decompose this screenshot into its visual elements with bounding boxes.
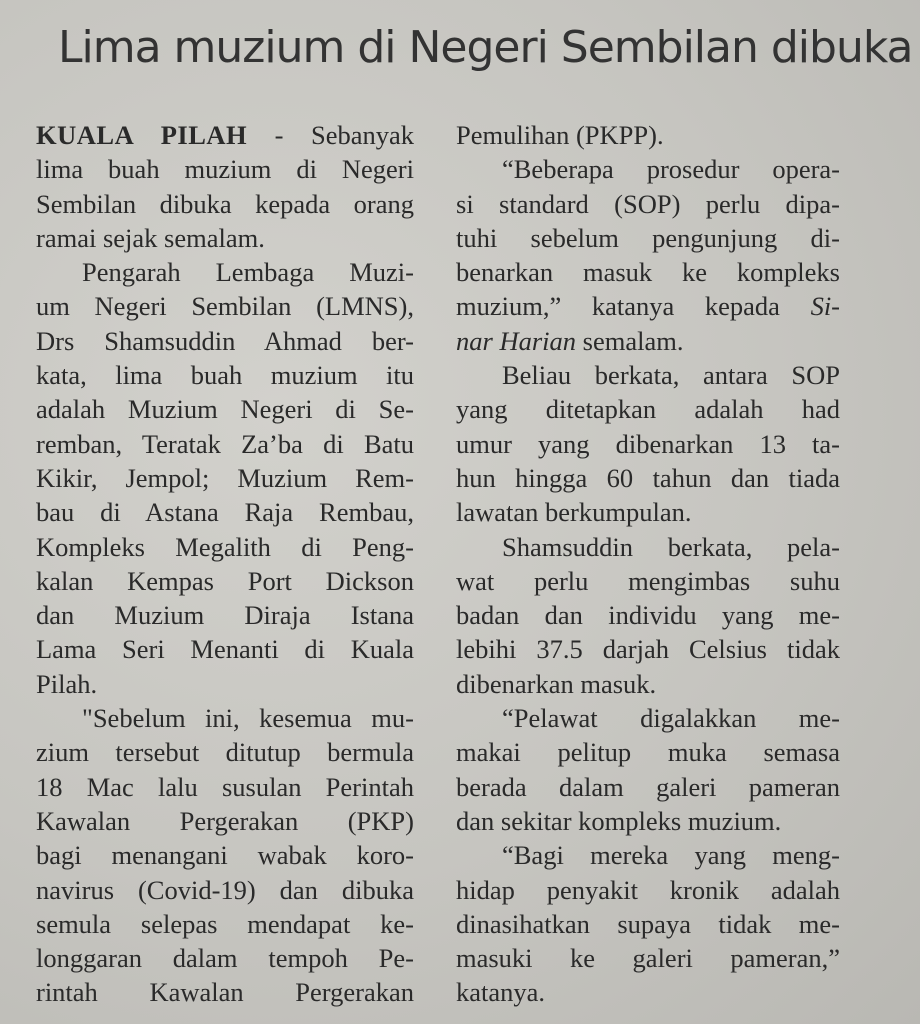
text-run: dan Muzium Diraja Istana bbox=[36, 600, 414, 631]
text-line bbox=[456, 804, 840, 838]
text-line bbox=[36, 598, 414, 632]
text-run: dan sekitar kompleks muzium. bbox=[456, 805, 782, 836]
text-line bbox=[36, 632, 414, 666]
text-run: Kompleks Megalith di Peng- bbox=[36, 531, 414, 562]
text-run: makai pelitup muka semasa bbox=[456, 737, 840, 768]
text-line bbox=[36, 564, 414, 598]
text-line bbox=[36, 289, 414, 323]
text-run: "Sebelum ini, kesemua mu- bbox=[82, 703, 414, 734]
text-run: bau di Astana Raja Rembau, bbox=[36, 497, 414, 528]
text-line bbox=[456, 735, 840, 769]
text-run: lima buah muzium di Negeri bbox=[36, 154, 414, 185]
text-line bbox=[456, 118, 840, 152]
text-line bbox=[456, 221, 840, 255]
text-line bbox=[36, 907, 414, 941]
text-line bbox=[456, 461, 840, 495]
text-line bbox=[456, 598, 840, 632]
text-line bbox=[36, 495, 414, 529]
text-run: zium tersebut ditutup bermula bbox=[36, 737, 414, 768]
text-line bbox=[36, 838, 414, 872]
text-run: Kawalan Pergerakan (PKP) bbox=[36, 805, 414, 836]
text-line bbox=[456, 392, 840, 426]
text-line bbox=[36, 392, 414, 426]
text-run: tuhi sebelum pengunjung di- bbox=[456, 222, 840, 253]
text-run: adalah Muzium Negeri di Se- bbox=[36, 394, 414, 425]
text-run: berada dalam galeri pameran bbox=[456, 771, 840, 802]
text-run: muzium,” katanya kepada bbox=[456, 291, 811, 322]
text-run: navirus (Covid-19) dan dibuka bbox=[36, 874, 414, 905]
text-line bbox=[456, 255, 840, 289]
text-line bbox=[456, 770, 840, 804]
text-line bbox=[36, 701, 414, 735]
text-run: 18 Mac lalu susulan Perintah bbox=[36, 771, 414, 802]
text-line bbox=[456, 324, 840, 358]
text-line bbox=[456, 975, 840, 1009]
text-line bbox=[456, 667, 840, 701]
text-run: semula selepas mendapat ke- bbox=[36, 908, 414, 939]
text-run: “Beberapa prosedur opera- bbox=[502, 154, 840, 185]
text-run: lawatan berkumpulan. bbox=[456, 497, 692, 528]
text-run: remban, Teratak Za’ba di Batu bbox=[36, 428, 414, 459]
text-run: semalam. bbox=[576, 325, 684, 356]
text-run: Pilah. bbox=[36, 668, 98, 699]
text-run: kata, lima buah muzium itu bbox=[36, 360, 414, 391]
text-line bbox=[456, 701, 840, 735]
text-line bbox=[36, 770, 414, 804]
text-line bbox=[456, 152, 840, 186]
text-run: - Sebanyak bbox=[247, 120, 414, 150]
text-run: si standard (SOP) perlu dipa- bbox=[456, 188, 840, 219]
text-line bbox=[36, 255, 414, 289]
text-run: Shamsuddin berkata, pela- bbox=[502, 531, 840, 562]
text-line bbox=[456, 427, 840, 461]
text-line bbox=[456, 907, 840, 941]
text-run: Pemulihan (PKPP). bbox=[456, 120, 664, 150]
text-line bbox=[456, 632, 840, 666]
text-run: hun hingga 60 tahun dan tiada bbox=[456, 462, 840, 493]
text-run: kalan Kempas Port Dickson bbox=[36, 565, 414, 596]
text-line bbox=[36, 358, 414, 392]
text-run: umur yang dibenarkan 13 ta- bbox=[456, 428, 840, 459]
text-run: “Pelawat digalakkan me- bbox=[502, 703, 840, 734]
text-line bbox=[36, 118, 414, 152]
text-run: um Negeri Sembilan (LMNS), bbox=[36, 291, 414, 322]
text-run: dinasihatkan supaya tidak me- bbox=[456, 908, 840, 939]
text-line bbox=[456, 530, 840, 564]
text-run: Drs Shamsuddin Ahmad ber- bbox=[36, 325, 414, 356]
text-run: katanya. bbox=[456, 977, 546, 1008]
text-line bbox=[36, 667, 414, 701]
text-line bbox=[36, 152, 414, 186]
text-line bbox=[456, 358, 840, 392]
dateline: KUALA PILAH bbox=[36, 120, 248, 150]
text-run: Lama Seri Menanti di Kuala bbox=[36, 634, 414, 665]
text-line bbox=[36, 324, 414, 358]
text-line bbox=[456, 289, 840, 323]
text-line bbox=[36, 975, 414, 1009]
text-run: yang ditetapkan adalah had bbox=[456, 394, 840, 425]
text-run: “Bagi mereka yang meng- bbox=[502, 840, 840, 871]
text-run: bagi menangani wabak koro- bbox=[36, 840, 414, 871]
text-run: wat perlu mengimbas suhu bbox=[456, 565, 840, 596]
text-run: badan dan individu yang me- bbox=[456, 600, 840, 631]
text-line bbox=[456, 187, 840, 221]
text-line bbox=[456, 873, 840, 907]
text-run: masuki ke galeri pameran,” bbox=[456, 943, 840, 974]
text-line bbox=[36, 735, 414, 769]
text-run: longgaran dalam tempoh Pe- bbox=[36, 943, 414, 974]
text-run: hidap penyakit kronik adalah bbox=[456, 874, 840, 905]
text-run: Pengarah Lembaga Muzi- bbox=[82, 257, 414, 288]
text-line bbox=[36, 221, 414, 255]
text-line bbox=[456, 564, 840, 598]
text-line bbox=[36, 530, 414, 564]
text-run: benarkan masuk ke kompleks bbox=[456, 257, 840, 288]
text-line bbox=[456, 495, 840, 529]
text-line bbox=[36, 187, 414, 221]
text-run: ramai sejak semalam. bbox=[36, 222, 265, 253]
text-line bbox=[456, 941, 840, 975]
text-run: lebihi 37.5 darjah Celsius tidak bbox=[456, 634, 840, 665]
text-run: Sembilan dibuka kepada orang bbox=[36, 188, 414, 219]
article-headline: Lima muzium di Negeri Sembilan dibuka bbox=[58, 22, 913, 73]
text-line bbox=[36, 804, 414, 838]
text-line bbox=[36, 873, 414, 907]
italic-text: Si- bbox=[810, 291, 840, 322]
text-run: dibenarkan masuk. bbox=[456, 668, 657, 699]
text-line bbox=[36, 427, 414, 461]
text-line bbox=[36, 941, 414, 975]
article-column-right bbox=[456, 118, 840, 1010]
text-run: Beliau berkata, antara SOP bbox=[502, 360, 840, 391]
text-run: rintah Kawalan Pergerakan bbox=[36, 977, 414, 1008]
text-line bbox=[456, 838, 840, 872]
text-run: Kikir, Jempol; Muzium Rem- bbox=[36, 462, 414, 493]
article-column-left bbox=[36, 118, 414, 1010]
text-line bbox=[36, 461, 414, 495]
italic-text: nar Harian bbox=[456, 325, 577, 356]
